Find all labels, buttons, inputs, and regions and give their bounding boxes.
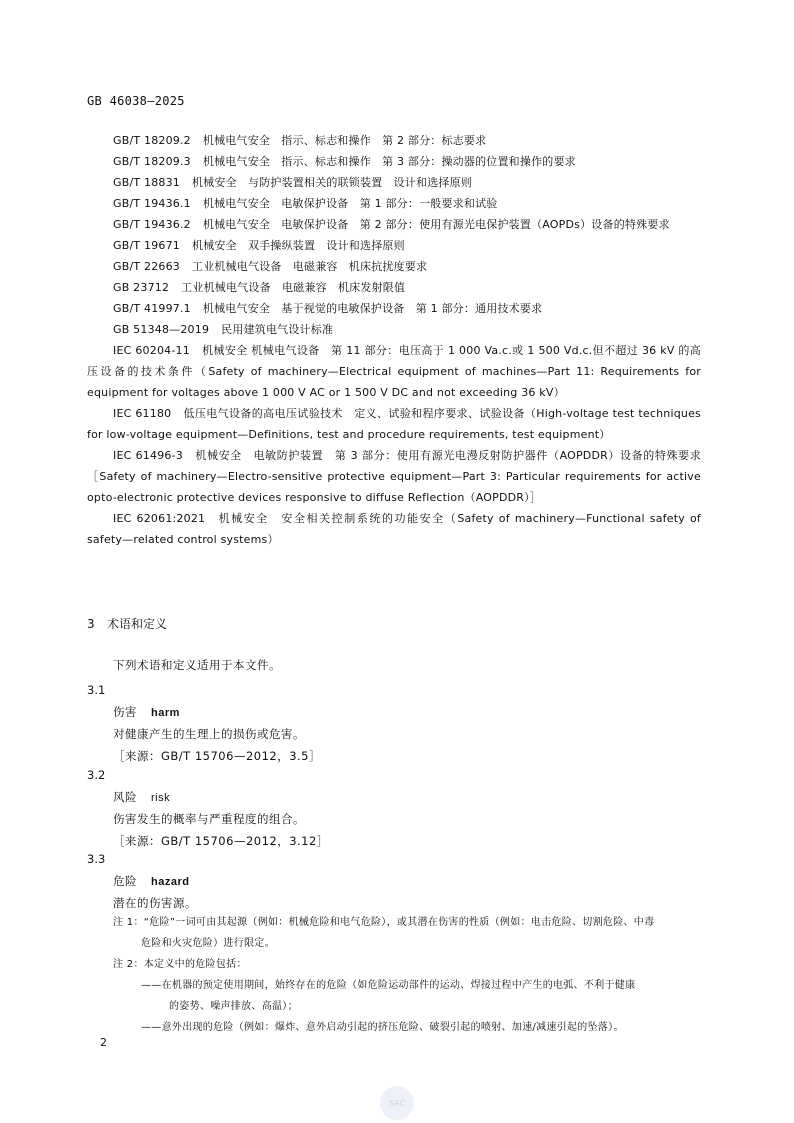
reference-code: GB/T 18831: [113, 176, 180, 189]
reference-item: [87, 277, 701, 298]
reference-item: [87, 508, 701, 550]
reference-code: IEC 61496-3: [113, 449, 183, 462]
reference-title: 机械安全 电敏防护装置 第 3 部分：使用有源光电漫反射防护器件（AOPDDR）设备的特殊要求［Safety of machinery—Electro-sensitive protective equipment—Part 3: Particular requirements for active opto-electronic protective devices responsive to diffuse Reflection（AOPDDR）］: [87, 449, 701, 504]
term-definition: 伤害发生的概率与严重程度的组合。: [113, 812, 305, 826]
reference-title: 机械电气安全 电敏保护设备 第 2 部分：使用有源光电保护装置（AOPDs）设备的特殊要求: [202, 218, 670, 231]
term-english: hazard: [151, 876, 190, 888]
reference-code: GB 51348—2019: [113, 323, 210, 336]
term-number: 3.2: [87, 768, 106, 782]
term-entry: [87, 764, 329, 852]
reference-item: [87, 214, 701, 235]
reference-item: [87, 319, 701, 340]
term-english: risk: [151, 792, 171, 804]
page-number: 2: [100, 1036, 107, 1049]
term-source: ［来源：GB/T 15706—2012，3.12］: [113, 834, 329, 848]
reference-title: 机械安全 与防护装置相关的联锁装置 设计和选择原则: [192, 176, 472, 189]
reference-code: IEC 62061:2021: [113, 512, 206, 525]
reference-code: GB/T 19671: [113, 239, 180, 252]
reference-title: 机械电气安全 电敏保护设备 第 1 部分：一般要求和试验: [202, 197, 498, 210]
note-2: 注 2：本定义中的危险包括：: [113, 959, 247, 970]
reference-item: [87, 130, 701, 151]
reference-title: 工业机械电气设备 电磁兼容 机床抗扰度要求: [192, 260, 428, 273]
term-definition: 对健康产生的生理上的损伤或危害。: [113, 727, 305, 741]
reference-code: GB/T 19436.1: [113, 197, 191, 210]
normative-references-list: [87, 130, 701, 550]
reference-item: [87, 298, 701, 319]
watermark-text: SAC: [388, 1098, 406, 1108]
section-number: 3: [87, 617, 95, 631]
term-number: 3.1: [87, 683, 106, 697]
sac-watermark-logo: [380, 1086, 414, 1120]
reference-title: 机械安全 双手操纵装置 设计和选择原则: [192, 239, 405, 252]
term-source: ［来源：GB/T 15706—2012，3.5］: [113, 749, 321, 763]
note-2-item-1: ——在机器的预定使用期间，始终存在的危险（如危险运动部件的运动、焊接过程中产生的电弧、不利于健康: [141, 980, 636, 991]
reference-code: GB/T 41997.1: [113, 302, 191, 315]
term-chinese: 风险: [113, 790, 137, 804]
reference-item: [87, 403, 701, 445]
reference-title: 低压电气设备的高电压试验技术 定义、试验和程序要求、试验设备（High-voltage test techniques for low-voltage equipment—Definitions, test and procedure requirements, test equipment）: [87, 407, 701, 441]
note-1-continuation: 危险和火灾危险）进行限定。: [141, 938, 275, 949]
reference-item: [87, 256, 701, 277]
term-name: [87, 870, 197, 892]
reference-code: GB/T 19436.2: [113, 218, 191, 231]
section-intro: 下列术语和定义适用于本文件。: [113, 658, 281, 672]
term-notes: [113, 912, 701, 1038]
note-1: 注 1：“危险”一词可由其起源（例如：机械危险和电气危险），或其潜在伤害的性质（例如：电击危险、切割危险、中毒: [113, 917, 655, 928]
note-2-item-2: ——意外出现的危险（例如：爆炸、意外启动引起的挤压危险、破裂引起的喷射、加速/减速引起的坠落）。: [141, 1022, 624, 1033]
term-name: [87, 786, 329, 808]
reference-code: GB 23712: [113, 281, 170, 294]
reference-title: 机械安全 安全相关控制系统的功能安全（Safety of machinery—Functional safety of safety—related control systems）: [87, 512, 701, 546]
reference-code: IEC 60204-11: [113, 344, 190, 357]
term-english: harm: [151, 707, 180, 719]
reference-code: GB/T 18209.3: [113, 155, 191, 168]
term-number: 3.3: [87, 852, 106, 866]
reference-title: 机械电气安全 指示、标志和操作 第 3 部分：操动器的位置和操作的要求: [202, 155, 576, 168]
reference-item: [87, 340, 701, 403]
section-title: 术语和定义: [107, 617, 168, 631]
reference-item: [87, 193, 701, 214]
reference-item: [87, 172, 701, 193]
note-2-item-1-continuation: 的姿势、噪声排放、高温）；: [169, 1001, 298, 1012]
term-definition: 潜在的伤害源。: [113, 896, 197, 910]
term-entry: [87, 679, 321, 767]
standard-code-header: GB 46038—2025: [87, 94, 185, 108]
reference-code: GB/T 18209.2: [113, 134, 191, 147]
reference-item: [87, 235, 701, 256]
reference-item: [87, 445, 701, 508]
term-chinese: 危险: [113, 874, 137, 888]
reference-item: [87, 151, 701, 172]
term-name: [87, 701, 321, 723]
reference-title: 机械安全 机械电气设备 第 11 部分：电压高于 1 000 Va.c.或 1 500 Vd.c.但不超过 36 kV 的高压设备的技术条件（Safety of machinery—Electrical equipment of machines—Part 11: Requirements for equipment for voltages above 1 000 V AC or 1 500 V DC and not exceeding 36 kV）: [87, 344, 701, 399]
reference-code: GB/T 22663: [113, 260, 180, 273]
term-entry: [87, 848, 197, 914]
reference-title: 工业机械电气设备 电磁兼容 机床发射限值: [181, 281, 406, 294]
reference-title: 机械电气安全 指示、标志和操作 第 2 部分：标志要求: [202, 134, 487, 147]
reference-code: IEC 61180: [113, 407, 172, 420]
reference-title: 机械电气安全 基于视觉的电敏保护设备 第 1 部分：通用技术要求: [202, 302, 543, 315]
term-chinese: 伤害: [113, 705, 137, 719]
section-heading: [87, 615, 167, 632]
reference-title: 民用建筑电气设计标准: [221, 323, 334, 336]
